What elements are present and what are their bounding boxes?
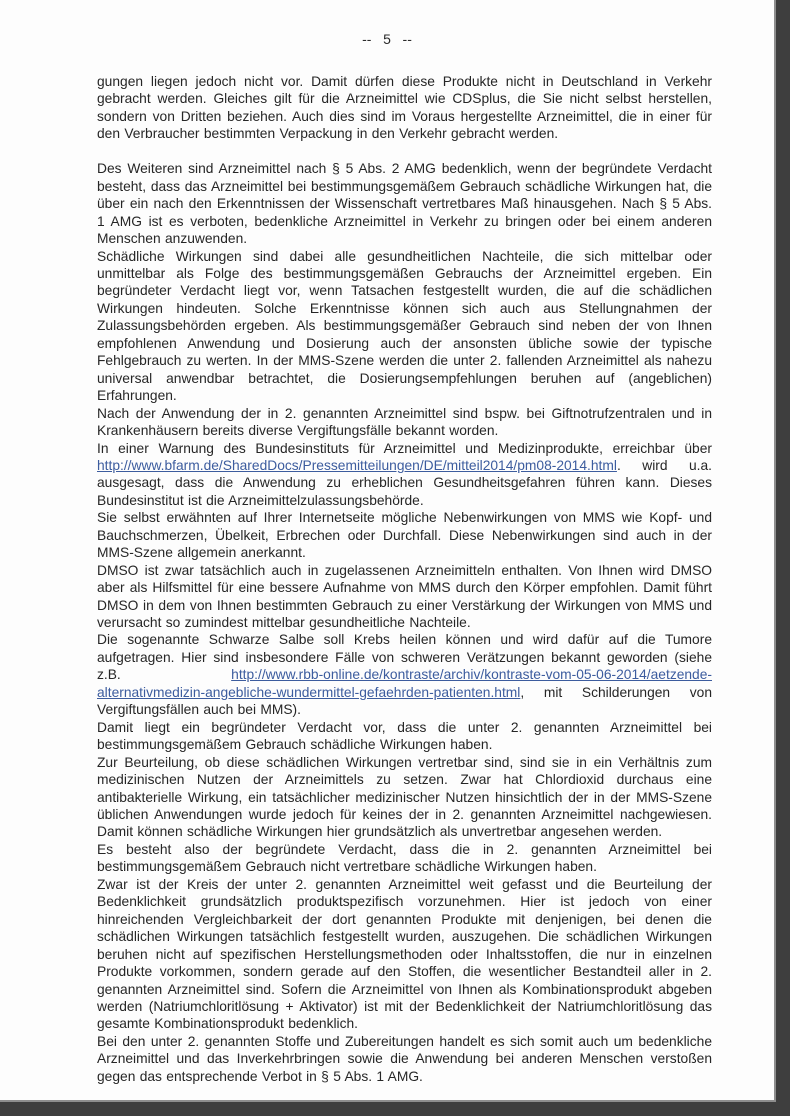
paragraph: Nach der Anwendung der in 2. genannten Arzneimittel sind bspw. bei Giftnotrufzentralen und in Krankenhäusern bereits diverse Vergiftungsfälle bekannt worden. (97, 405, 712, 439)
paragraph: DMSO ist zwar tatsächlich auch in zugelassenen Arzneimitteln enthalten. Von Ihnen wird DMSO aber als Hilfsmittel für eine bessere Aufnahme von MMS durch den Körper empfohlen. Damit führt DMSO in dem von Ihnen bestimmten Gebrauch zu einer Verstärkung der Wirkungen von MMS und verursacht so zumindest mittelbar gesundheitliche Nachteile. (97, 562, 712, 631)
paragraph: Zwar ist der Kreis der unter 2. genannten Arzneimittel weit gefasst und die Beurteilung der Bedenklichkeit grundsätzlich produktspezifisch vorzunehmen. Hier ist jedoch von einer hinreichenden Vergleichbarkeit der dort genannten Produkte mit denjenigen, bei denen die schädlichen Wirkungen tatsächlich festgestellt wurden, auszugehen. Die schädlichen Wirkungen beruhen nicht auf spezifischen Herstellungsmethoden oder Inhaltsstoffen, die nur in einzelnen Produkte vorkommen, sondern gerade auf den Stoffen, die wesentlicher Bestandteil aller in 2. genannten Arzneimittel sind. Sofern die Arzneimittel von Ihnen als Kombinationsprodukt abgeben werden (Natriumchloritlösung + Aktivator) ist mit der Bedenklichkeit der Natriumchloritlösung das gesamte Kombinationsprodukt bedenklich. (97, 876, 712, 1032)
paragraph: Es besteht also der begründete Verdacht, dass die in 2. genannten Arzneimittel bei bestimmungsgemäßem Gebrauch nicht vertretbare schädliche Wirkungen haben. (97, 841, 712, 875)
paragraph: Sie selbst erwähnten auf Ihrer Internetseite mögliche Nebenwirkungen von MMS wie Kopf- und Bauchschmerzen, Übelkeit, Erbrechen oder Durchfall. Diese Nebenwirkungen sind auch in der MMS-Szene allgemein anerkannt. (97, 510, 712, 561)
hyperlink[interactable]: http://www.bfarm.de/SharedDocs/Pressemitteilungen/DE/mitteil2014/pm08-2014.html (97, 457, 617, 473)
paragraph: Schädliche Wirkungen sind dabei alle gesundheitlichen Nachteile, die sich mittelbar oder unmittelbar als Folge des bestimmungsgemäßen Gebrauchs der Arzneimittel ergeben. Ein begründeter Verdacht liegt vor, wenn Tatsachen festgestellt wurden, die auf die schädlichen Wirkungen hindeuten. Solche Erkenntnisse können sich auch aus Stellungnahmen der Zulassungsbehörden ergeben. Als bestimmungsgemäßer Gebrauch sind neben der von Ihnen empfohlenen Anwendung und Dosierung auch der ansonsten übliche sowie der typische Fehlgebrauch zu werten. In der MMS-Szene werden die unter 2. fallenden Arzneimittel als nahezu universal anwendbar betrachtet, die Dosierungsempfehlungen beruhen auf (angeblichen) Erfahrungen. (97, 248, 712, 404)
paragraph: In einer Warnung des Bundesinstituts für Arzneimittel und Medizinprodukte, erreichbar über http://www.bfarm.de/SharedDocs/Pressemitteilungen/DE/mitteil2014/pm08-2014.html. wird u.a. ausgesagt, dass die Anwendung zu erheblichen Gesundheitsgefahren führen kann. Dieses Bundesinstitut ist die Arzneimittelzulassungsbehörde. (97, 440, 712, 508)
hyperlink[interactable]: http://www.rbb-online.de/kontraste/archiv/kontraste-vom-05-06-2014/aetzende-alternativmedizin-angebliche-wundermittel-gefaehrden-patienten.html (97, 667, 712, 700)
paragraph: Damit liegt ein begründeter Verdacht vor, dass die unter 2. genannten Arzneimittel bei bestimmungsgemäßem Gebrauch schädliche Wirkungen haben. (97, 719, 712, 753)
page-number: -- 5 -- (362, 31, 412, 47)
paragraph: gungen liegen jedoch nicht vor. Damit dürfen diese Produkte nicht in Deutschland in Verkehr gebracht werden. Gleiches gilt für die Arzneimittel wie CDSplus, die Sie nicht selbst herstellen, sondern von Dritten beziehen. Auch dies sind im Voraus hergestellte Arzneimittel, die in einer für den Verbraucher bestimmten Verpackung in den Verkehr gebracht werden. (97, 74, 712, 142)
paragraph: Die sogenannte Schwarze Salbe soll Krebs heilen können und wird dafür auf die Tumore aufgetragen. Hier sind insbesondere Fälle von schweren Verätzungen bekannt geworden (siehe z.B. http://www.rbb-online.de/kontraste/archiv/kontraste-vom-05-06-2014/aetzende-alternativmedizin-angebliche-wundermittel-gefaehrden-patienten.html, mit Schilderungen von Vergiftungsfällen auch bei MMS). (97, 632, 712, 718)
paragraph: Des Weiteren sind Arzneimittel nach § 5 Abs. 2 AMG bedenklich, wenn der begründete Verdacht besteht, dass das Arzneimittel bei bestimmungsgemäßem Gebrauch schädliche Wirkungen hat, die über ein nach den Erkenntnissen der Wissenschaft vertretbares Maß hinausgehen. Nach § 5 Abs. 1 AMG ist es verboten, bedenkliche Arzneimittel in Verkehr zu bringen oder bei einem anderen Menschen anzuwenden. (97, 161, 712, 247)
paragraph: Zur Beurteilung, ob diese schädlichen Wirkungen vertretbar sind, sind sie in ein Verhältnis zum medizinischen Nutzen der Arzneimittels zu setzen. Zwar hat Chlordioxid durchaus eine antibakterielle Wirkung, ein tatsächlicher medizinischer Nutzen hinsichtlich der in der MMS-Szene üblichen Anwendungen wurde jedoch für keines der in 2. genannten Arzneimittel nachgewiesen. Damit können schädliche Wirkungen hier grundsätzlich als unvertretbar angesehen werden. (97, 754, 712, 840)
document-body (97, 73, 712, 1085)
paragraph: Bei den unter 2. genannten Stoffe und Zubereitungen handelt es sich somit auch um bedenkliche Arzneimittel und das Inverkehrbringen sowie die Anwendung bei anderen Menschen verstoßen gegen das entsprechende Verbot in § 5 Abs. 1 AMG. (97, 1033, 712, 1084)
